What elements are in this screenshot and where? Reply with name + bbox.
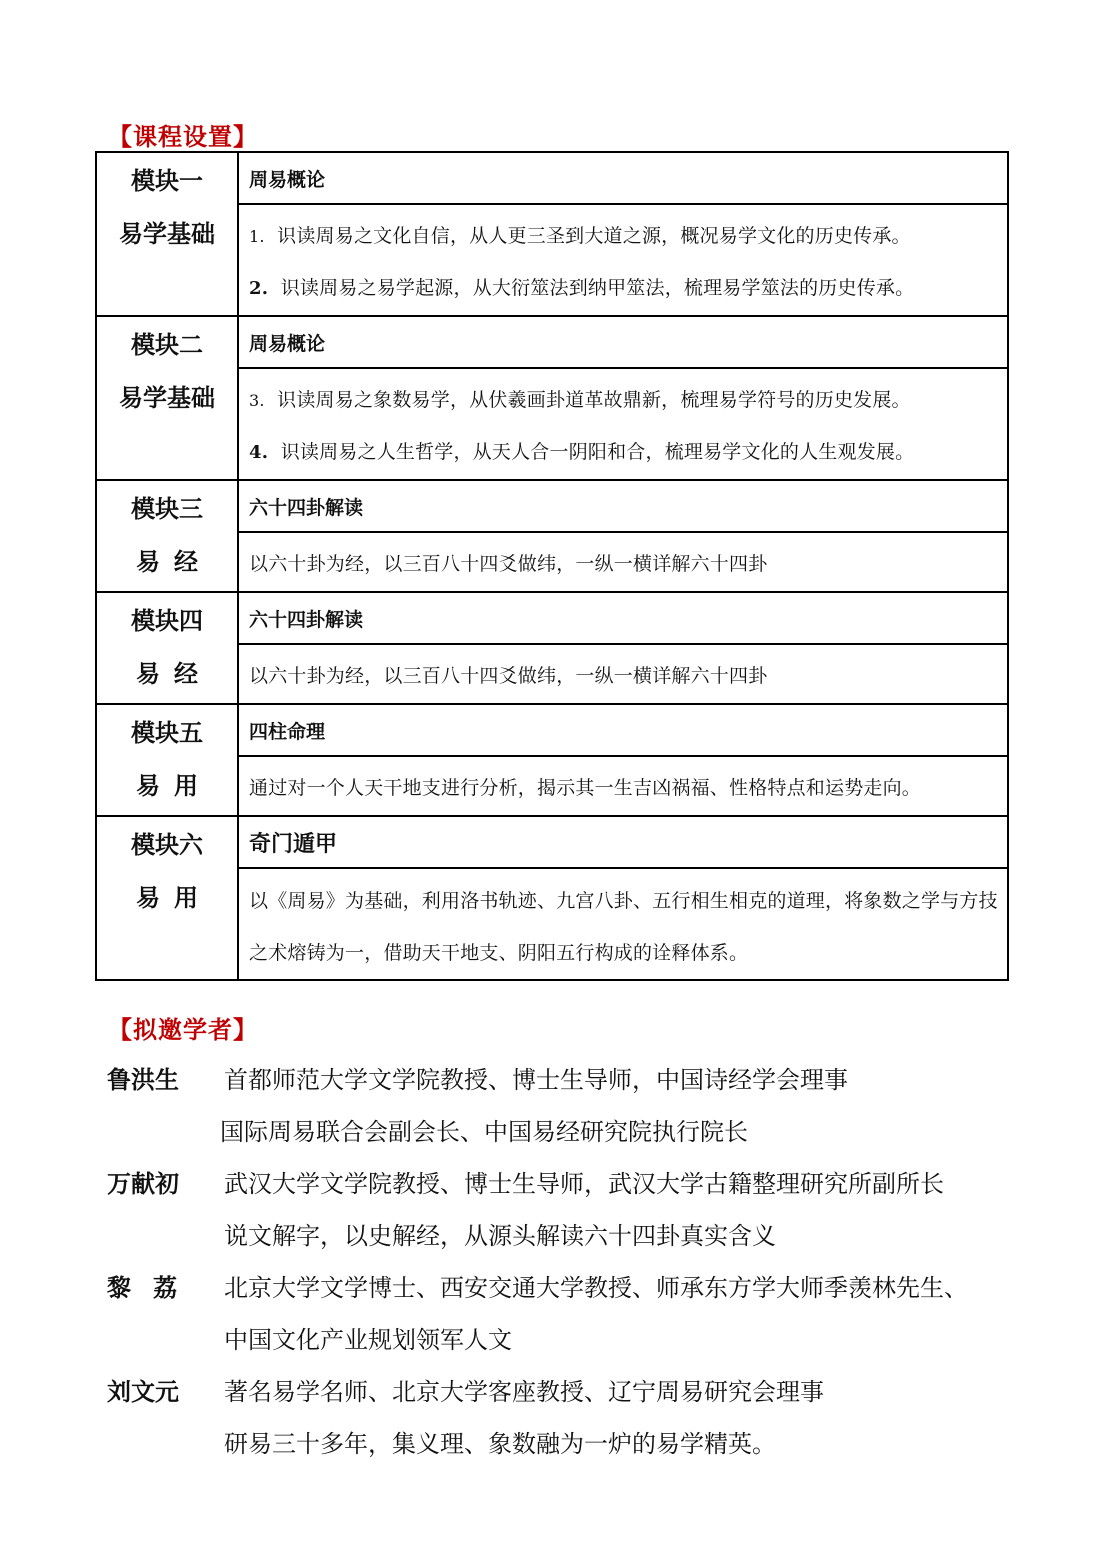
module-topic: 奇门遁甲: [238, 816, 1008, 868]
module-content: [238, 532, 1008, 592]
scholar-desc-line: 研易三十多年，集义理、象数融为一炉的易学精英。: [224, 1430, 776, 1458]
scholar-desc-line: 说文解字，以史解经，从源头解读六十四卦真实含义: [224, 1222, 776, 1250]
module-cell: [96, 316, 238, 480]
scholar-name: 刘文元: [107, 1378, 179, 1406]
module-label: 模块一: [131, 167, 203, 195]
scholar-entry: [107, 1262, 1027, 1366]
module-label: 模块六: [131, 831, 203, 859]
content-line: 以六十卦为经，以三百八十四爻做纬，一纵一横详解六十四卦: [249, 665, 768, 687]
module-row: [96, 152, 1008, 204]
line-number: 3.: [249, 391, 265, 410]
line-text: 识读周易之人生哲学，从天人合一阴阳和合，梳理易学文化的人生观发展。: [280, 441, 915, 463]
line-number: 1.: [249, 227, 265, 246]
module-category: 易经: [136, 548, 212, 576]
module-category: 易经: [136, 660, 212, 688]
module-label: 模块二: [131, 331, 203, 359]
line-text: 识读周易之文化自信，从人更三圣到大道之源，概况易学文化的历史传承。: [277, 225, 911, 247]
scholar-desc-line: 著名易学名师、北京大学客座教授、辽宁周易研究会理事: [224, 1378, 824, 1406]
line-text: 识读周易之象数易学，从伏羲画卦道革故鼎新，梳理易学符号的历史发展。: [277, 389, 911, 411]
content-line: 通过对一个人天干地支进行分析，揭示其一生吉凶祸福、性格特点和运势走向。: [249, 777, 922, 799]
module-topic: 四柱命理: [238, 704, 1008, 756]
module-label: 模块三: [131, 495, 203, 523]
line-number: 2.: [249, 278, 269, 299]
scholar-desc-line: 首都师范大学文学院教授、博士生导师，中国诗经学会理事: [224, 1066, 848, 1094]
content-line: [249, 211, 999, 263]
module-topic: 六十四卦解读: [238, 592, 1008, 644]
module-topic: 六十四卦解读: [238, 480, 1008, 532]
scholars-section-title: 【拟邀学者】: [108, 1016, 258, 1044]
scholar-desc-line: 国际周易联合会副会长、中国易经研究院执行院长: [220, 1118, 748, 1146]
module-category: 易用: [136, 772, 212, 800]
content-line: [249, 263, 999, 315]
module-topic: 周易概论: [238, 152, 1008, 204]
module-content: [238, 368, 1008, 480]
module-category: 易用: [136, 884, 212, 912]
module-category: 易学基础: [119, 220, 215, 248]
scholar-desc-line: 武汉大学文学院教授、博士生导师，武汉大学古籍整理研究所副所长: [224, 1170, 944, 1198]
line-number: 4.: [249, 442, 269, 463]
module-content: [238, 204, 1008, 316]
module-category: 易学基础: [119, 384, 215, 412]
scholar-name: 黎荔: [107, 1274, 199, 1302]
module-cell: [96, 480, 238, 592]
content-line: [249, 427, 999, 479]
scholar-name: 万献初: [107, 1170, 179, 1198]
scholar-desc-line: 北京大学文学博士、西安交通大学教授、师承东方学大师季羡林先生、: [224, 1274, 968, 1302]
module-cell: [96, 152, 238, 316]
module-row: [96, 704, 1008, 756]
course-table: [95, 151, 1009, 981]
module-topic: 周易概论: [238, 316, 1008, 368]
module-row: [96, 816, 1008, 868]
module-row: [96, 316, 1008, 368]
module-content: [238, 644, 1008, 704]
scholar-entry: [107, 1158, 1027, 1262]
module-cell: [96, 592, 238, 704]
course-section-title: 【课程设置】: [108, 123, 258, 151]
scholar-entry: [107, 1366, 1027, 1470]
module-content: [238, 756, 1008, 816]
scholars-list: [107, 1054, 1027, 1470]
module-label: 模块四: [131, 607, 203, 635]
content-line: 以《周易》为基础，利用洛书轨迹、九宫八卦、五行相生相克的道理，将象数之学与方技之术熔铸为一，借助天干地支、阴阳五行构成的诠释体系。: [249, 890, 998, 964]
scholar-name: 鲁洪生: [107, 1066, 179, 1094]
line-text: 识读周易之易学起源，从大衍筮法到纳甲筮法，梳理易学筮法的历史传承。: [280, 277, 915, 299]
content-line: [249, 375, 999, 427]
module-cell: [96, 816, 238, 980]
scholar-entry: [107, 1054, 1027, 1158]
module-label: 模块五: [131, 719, 203, 747]
scholar-desc-line: 中国文化产业规划领军人文: [224, 1326, 512, 1354]
module-row: [96, 592, 1008, 644]
module-cell: [96, 704, 238, 816]
module-content: [238, 868, 1008, 980]
content-line: 以六十卦为经，以三百八十四爻做纬，一纵一横详解六十四卦: [249, 553, 768, 575]
module-row: [96, 480, 1008, 532]
